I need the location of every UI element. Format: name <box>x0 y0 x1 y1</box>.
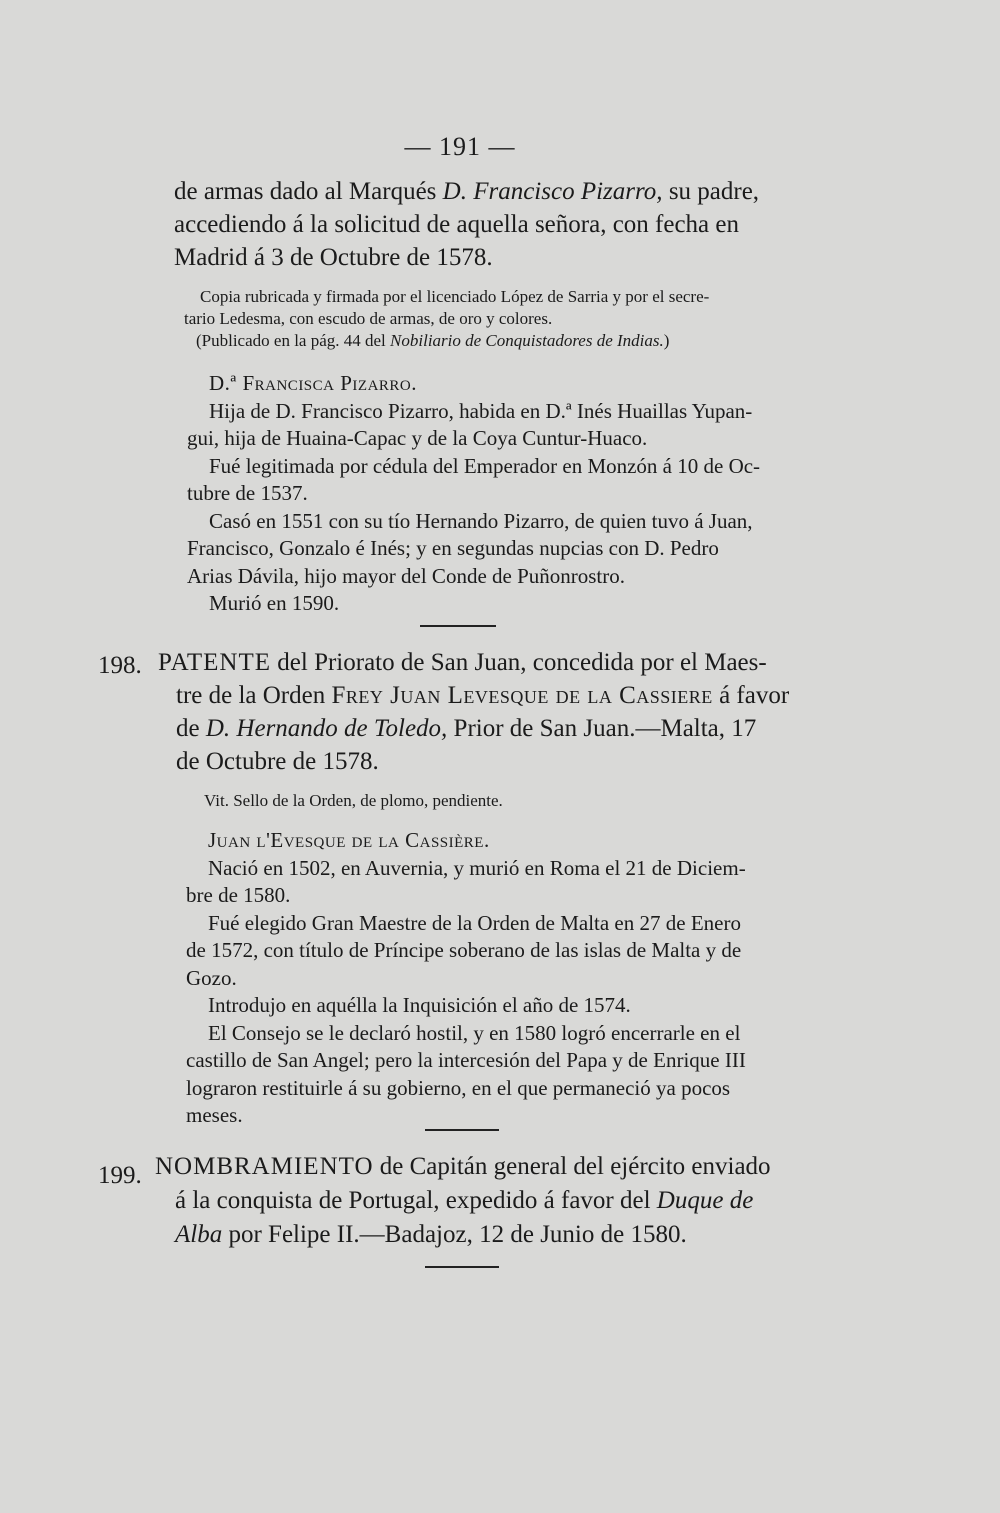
section-divider <box>425 1266 499 1268</box>
entry-continuation <box>174 175 834 274</box>
entry-199 <box>155 1150 835 1252</box>
section-divider <box>425 1129 499 1131</box>
text-line: Madrid á 3 de Octubre de 1578. <box>174 244 493 271</box>
entry-number: 198. <box>98 652 142 679</box>
text-line: Fué legitimada por cédula del Emperador en Monzón á 10 de Oc- <box>209 453 761 478</box>
text-line: Gozo. <box>186 965 237 990</box>
publication-note: (Publicado en la pág. 44 del Nobiliario de Conquistadores de Indias.) <box>196 331 670 350</box>
text-line: Murió en 1590. <box>209 591 340 615</box>
entry-line: de Octubre de 1578. <box>176 748 379 775</box>
entry-line: tre de la Orden Frey Juan Levesque de la Cassiere á favor <box>176 682 790 709</box>
text-line: Nació en 1502, en Auvernia, y murió en Roma el 21 de Diciem- <box>208 855 746 880</box>
note-line: Copia rubricada y firmada por el licenciado López de Sarria y por el secre- <box>200 287 710 306</box>
entry-line: á la conquista de Portugal, expedido á favor del Duque de <box>175 1187 754 1214</box>
entry-line: Alba por Felipe II.—Badajoz, 12 de Junio de 1580. <box>175 1221 687 1248</box>
source-note <box>184 286 840 352</box>
text-line: Casó en 1551 con su tío Hernando Pizarro, de quien tuvo á Juan, <box>209 508 753 533</box>
biography-name: Juan l'Evesque de la Cassière. <box>208 828 490 852</box>
biography-francisca-pizarro <box>187 370 827 618</box>
section-divider <box>420 625 496 627</box>
text-line: de armas dado al Marqués D. Francisco Pizarro, su padre, <box>174 178 760 205</box>
text-line: Francisco, Gonzalo é Inés; y en segundas nupcias con D. Pedro <box>187 536 719 560</box>
entry-number: 199. <box>98 1162 142 1189</box>
text-line: accediendo á la solicitud de aquella señora, con fecha en <box>174 211 740 238</box>
text-line: El Consejo se le declaró hostil, y en 1580 logró encerrarle en el <box>208 1020 741 1045</box>
text-line: castillo de San Angel; pero la intercesión del Papa y de Enrique III <box>186 1048 746 1072</box>
text-line: bre de 1580. <box>186 883 291 907</box>
text-line: gui, hija de Huaina-Capac y de la Coya Cuntur-Huaco. <box>187 426 648 450</box>
text-line: meses. <box>186 1103 243 1127</box>
page-number: — 191 — <box>404 132 516 161</box>
note-line: tario Ledesma, con escudo de armas, de oro y colores. <box>184 309 553 328</box>
text-line: de 1572, con título de Príncipe soberano de las islas de Malta y de <box>186 938 742 962</box>
entry-line: PATENTE del Priorato de San Juan, concedida por el Maes- <box>158 649 767 676</box>
biography-cassiere <box>186 827 826 1130</box>
entry-heading: NOMBRAMIENTO <box>155 1153 374 1180</box>
biography-name: D.ª Francisca Pizarro. <box>209 371 417 395</box>
seal-note: Vit. Sello de la Orden, de plomo, pendiente. <box>204 791 503 810</box>
text-line: Fué elegido Gran Maestre de la Orden de Malta en 27 de Enero <box>208 910 741 935</box>
text-line: tubre de 1537. <box>187 481 308 505</box>
entry-line: de D. Hernando de Toledo, Prior de San Juan.—Malta, 17 <box>176 715 757 742</box>
text-line: lograron restituirle á su gobierno, en el que permaneció ya pocos <box>186 1075 731 1100</box>
text-line: Hija de D. Francisco Pizarro, habida en D.ª Inés Huaillas Yupan- <box>209 398 753 423</box>
entry-heading: PATENTE <box>158 649 272 676</box>
text-line: Arias Dávila, hijo mayor del Conde de Puñonrostro. <box>187 563 626 588</box>
text-line: Introdujo en aquélla la Inquisición el año de 1574. <box>208 993 631 1017</box>
entry-line: NOMBRAMIENTO de Capitán general del ejército enviado <box>155 1153 771 1180</box>
entry-198 <box>158 646 828 778</box>
